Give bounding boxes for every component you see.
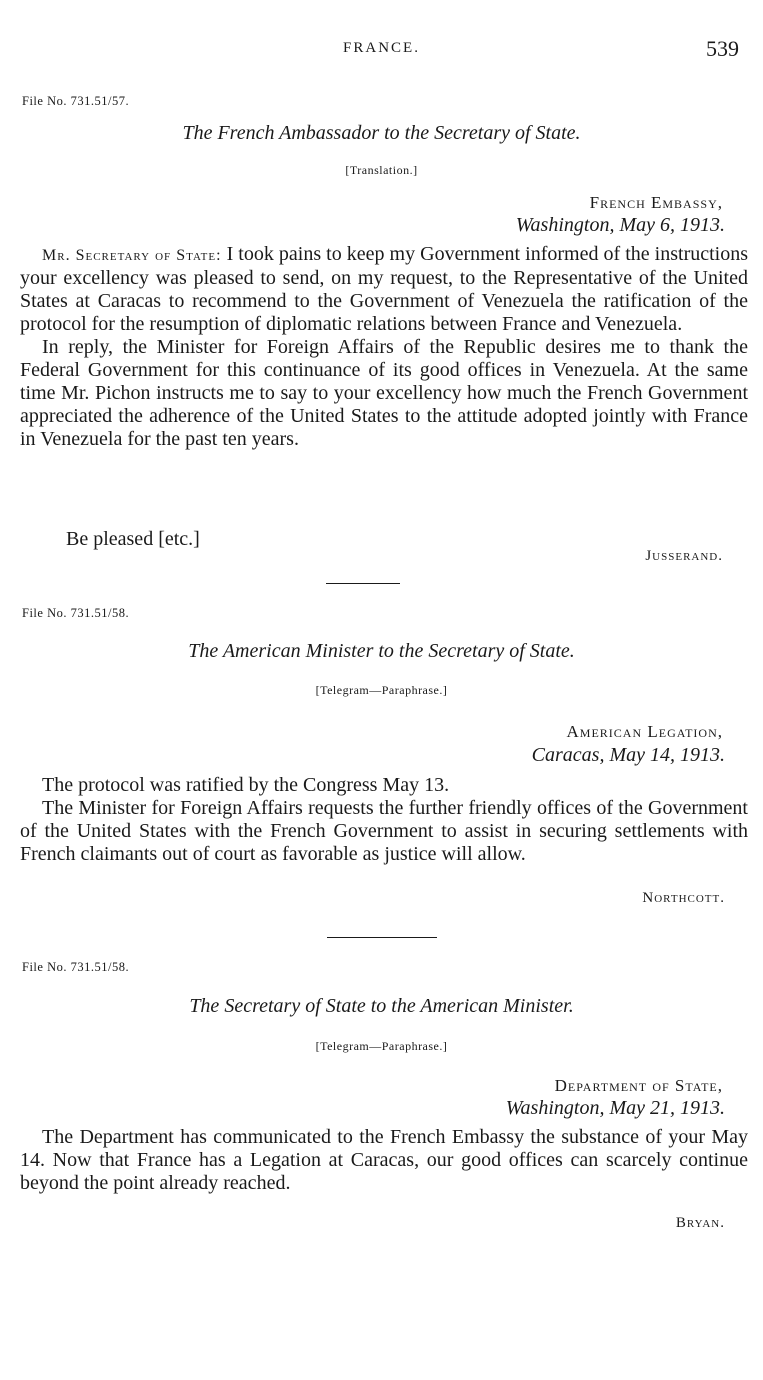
telegram-body [20, 774, 748, 866]
signature: Northcott. [642, 890, 725, 906]
document-title: The French Ambassador to the Secretary of State. [182, 122, 581, 144]
sender-place: American Legation, [566, 722, 723, 741]
letter-body [20, 243, 748, 451]
body-paragraph: The Minister for Foreign Affairs requests the further friendly offices of the Government of the United States with the French Government to assist in securing settlements with French claimants out of court as favorable as justice will allow. [20, 797, 748, 865]
body-paragraph: Mr. Secretary of State: I took pains to keep my Government informed of the instructions your excellency was pleased to send, on my request, to the Representative of the United States at Caracas to recommend to the Government of Venezuela the ratification of the protocol for the resumption of diplomatic relations between France and Venezuela. [20, 243, 749, 335]
body-paragraph: In reply, the Minister for Foreign Affairs of the Republic desires me to thank the Federal Government for this continuance of its good offices in Venezuela. At the same time Mr. Pichon instructs me to say to your excellency how much the French Government appreciated the adherence of the United States to the attitude adopted jointly with France in Venezuela for the past ten years. [20, 336, 748, 450]
sender-place: Department of State, [554, 1076, 723, 1095]
document-note: [Telegram—Paraphrase.] [315, 1039, 448, 1053]
section-divider [326, 583, 400, 584]
document-note: [Translation.] [345, 163, 418, 177]
document-title: The American Minister to the Secretary of State. [188, 640, 575, 662]
page-number: 539 [706, 36, 739, 61]
document-note: [Telegram—Paraphrase.] [315, 683, 448, 697]
file-number: File No. 731.51/58. [22, 606, 130, 620]
signature: Bryan. [675, 1215, 725, 1231]
document-title: The Secretary of State to the American Minister. [189, 995, 574, 1017]
body-paragraph: The Department has communicated to the French Embassy the substance of your May 14. Now that France has a Legation at Caracas, our good offices can scarcely continue beyond the point already reached. [20, 1126, 748, 1194]
telegram-body [20, 1126, 748, 1195]
file-number: File No. 731.51/58. [22, 960, 130, 974]
dateline: Washington, May 6, 1913. [515, 214, 725, 236]
signature: Jusserand. [645, 548, 723, 564]
body-paragraph: The protocol was ratified by the Congress May 13. [42, 774, 450, 796]
dateline: Caracas, May 14, 1913. [531, 744, 725, 766]
running-head: FRANCE. [343, 40, 420, 56]
salutation: Mr. Secretary of State: [42, 247, 222, 264]
dateline: Washington, May 21, 1913. [505, 1097, 725, 1119]
sender-place: French Embassy, [589, 193, 723, 212]
file-number: File No. 731.51/57. [22, 94, 130, 108]
closing: Be pleased [etc.] [66, 528, 200, 550]
section-divider [327, 937, 437, 938]
